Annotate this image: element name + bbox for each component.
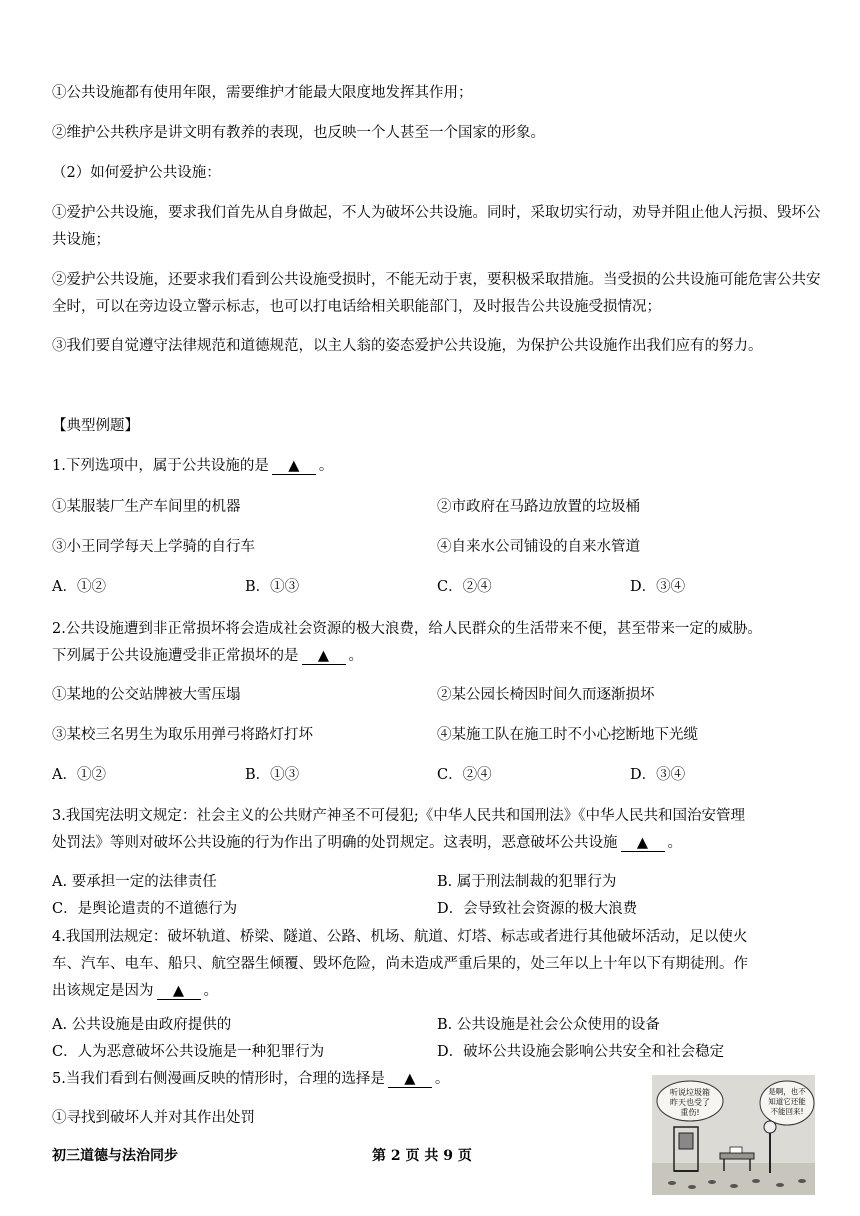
q3-choice-b: B. 属于刑法制裁的犯罪行为 (437, 874, 617, 890)
q3-choice-c: C．是舆论遣责的不道德行为 (52, 901, 238, 917)
q4-choice-d: D．破坏公共设施会影响公共安全和社会稳定 (437, 1044, 725, 1060)
q2-stem: 下列属于公共设施遭受非正常损坏的是 ▲ 。 (52, 648, 363, 664)
q1-choice-a: A．①② (52, 579, 106, 595)
reason-1: ①公共设施都有使用年限，需要维护才能最大限度地发挥其作用； (52, 85, 473, 101)
q1-item-3: ③小王同学每天上学骑的自行车 (52, 539, 255, 555)
q2-stem-line1: 2.公共设施遭到非正常损坏将会造成社会资源的极大浪费，给人民群众的生活带来不便，甚至带来一定的威胁。 (52, 621, 762, 637)
q1-stem: 1.下列选项中，属于公共设施的是 ▲ 。 (52, 458, 334, 474)
q1-item-2: ②市政府在马路边放置的垃圾桶 (437, 499, 640, 515)
q1-item-1: ①某服装厂生产车间里的机器 (52, 499, 241, 515)
q1-choice-b: B．①③ (245, 579, 300, 595)
q4-choice-b: B. 公共设施是社会公众使用的设备 (437, 1017, 660, 1033)
q2-item-2: ②某公园长椅因时间久而逐渐损坏 (437, 687, 655, 703)
q2-item-4: ④某施工队在施工时不小心挖断地下光缆 (437, 727, 698, 743)
reason-2: ②维护公共秩序是讲文明有教养的表现，也反映一个人甚至一个国家的形象。 (52, 125, 545, 141)
svg-text:知道它还能: 知道它还能 (768, 1097, 806, 1106)
svg-text:不能回来!: 不能回来! (770, 1107, 804, 1116)
cartoon-bubble-left: 听说垃圾箱 (670, 1088, 710, 1097)
q4-stem-line2: 车、汽车、电车、船只、航空器生倾覆、毁坏危险，尚未造成严重后果的，处三年以上十年以下有期徒刑。作 (52, 956, 748, 972)
q3-choice-a: A. 要承担一定的法律责任 (52, 874, 217, 890)
examples-heading: 【典型例题】 (52, 418, 139, 434)
answer-blank: ▲ (272, 458, 316, 475)
answer-blank: ▲ (621, 835, 665, 852)
svg-text:昨天也受了: 昨天也受了 (670, 1098, 710, 1107)
answer-blank: ▲ (302, 648, 346, 665)
q2-item-1: ①某地的公交站牌被大雪压塌 (52, 687, 241, 703)
q2-choice-a: A．①② (52, 767, 106, 783)
how-item-1: ①爱护公共设施，要求我们首先从自身做起，不人为破坏公共设施。同时，采取切实行动，劝导并阻止他人污损、毁坏公共设施； (52, 205, 821, 248)
cartoon-image (652, 1075, 815, 1195)
q2-item-3: ③某校三名男生为取乐用弹弓将路灯打坏 (52, 727, 313, 743)
q2-choice-d: D．③④ (630, 767, 686, 783)
q2-choice-c: C．②④ (437, 767, 492, 783)
cartoon-illustration (652, 1075, 815, 1195)
q3-stem: 处罚法》等则对破坏公共设施的行为作出了明确的处罚规定。这表明，恶意破坏公共设施 ▲ 。 (52, 835, 682, 851)
q5-item-1: ①寻找到破坏人并对其作出处罚 (52, 1110, 255, 1126)
q2-choice-b: B．①③ (245, 767, 300, 783)
q1-choice-d: D．③④ (630, 579, 686, 595)
q4-stem-line1: 4.我国刑法规定：破坏轨道、桥梁、隧道、公路、机场、航道、灯塔、标志或者进行其他破坏活动，足以使火 (52, 929, 748, 945)
q4-choice-c: C．人为恶意破坏公共设施是一种犯罪行为 (52, 1044, 325, 1060)
footer-page-number: 第 2 页 共 9 页 (372, 1148, 472, 1164)
cartoon-bubble-right: 是啊，也不 (768, 1087, 806, 1096)
q5-stem: 5.当我们看到右侧漫画反映的情形时，合理的选择是 ▲ 。 (52, 1071, 450, 1087)
footer-left: 初三道德与法治同步 (52, 1148, 178, 1164)
answer-blank: ▲ (157, 983, 201, 1000)
q1-choice-c: C．②④ (437, 579, 492, 595)
answer-blank: ▲ (388, 1071, 432, 1088)
q4-stem: 出该规定是因为 ▲ 。 (52, 983, 218, 999)
q1-stem-text: 1.下列选项中，属于公共设施的是 (52, 458, 269, 474)
q1-item-4: ④自来水公司铺设的自来水管道 (437, 539, 640, 555)
q4-choice-a: A. 公共设施是由政府提供的 (52, 1017, 232, 1033)
q3-choice-d: D．会导致社会资源的极大浪费 (437, 901, 638, 917)
section-2-title: （2）如何爱护公共设施： (52, 165, 221, 181)
how-item-3: ③我们要自觉遵守法律规范和道德规范，以主人翁的姿态爱护公共设施，为保护公共设施作出我们应有的努力。 (52, 338, 763, 354)
q3-stem-line1: 3.我国宪法明文规定：社会主义的公共财产神圣不可侵犯;《中华人民共和国刑法》《中华人民共和国治安管理 (52, 808, 745, 824)
how-item-2: ②爱护公共设施，还要求我们看到公共设施受损时，不能无动于衷，要积极采取措施。当受损的公共设施可能危害公共安全时，可以在旁边设立警示标志，也可以打电话给相关职能部门，及时报告公共设施受损情况； (52, 272, 821, 315)
svg-text:重伤!: 重伤! (680, 1108, 700, 1117)
